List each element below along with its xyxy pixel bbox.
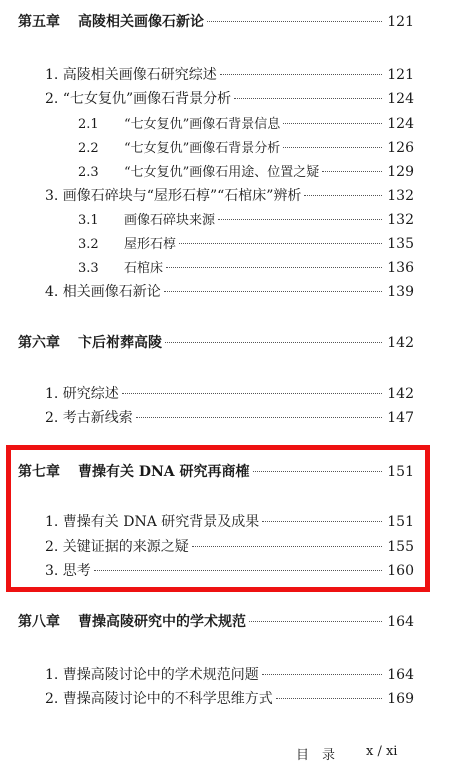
toc-section[interactable] [45, 65, 414, 85]
toc-section[interactable] [45, 408, 414, 428]
page-number: 136 [387, 260, 414, 276]
page-number: 142 [387, 335, 414, 351]
leader-dots [218, 218, 382, 220]
chapter-label: 第七章 [18, 464, 60, 480]
page-number: 155 [387, 539, 414, 555]
toc-section[interactable] [45, 537, 414, 557]
page-number: 121 [387, 67, 414, 83]
leader-dots [164, 290, 382, 292]
page-number: 151 [387, 464, 414, 480]
leader-dots [322, 170, 382, 172]
leader-dots [122, 392, 382, 394]
page-number: 151 [387, 514, 414, 530]
subsection-number: 2.2 [78, 141, 99, 156]
toc-section[interactable] [45, 561, 414, 581]
footer-page-number: x / xi [366, 744, 398, 759]
toc-section[interactable] [45, 689, 414, 709]
toc-subsection[interactable] [78, 138, 414, 158]
leader-dots [234, 97, 382, 99]
leader-dots [304, 194, 382, 196]
footer-section-label: 目 录 [296, 748, 336, 763]
toc-subsection[interactable] [78, 258, 414, 278]
section-title: 1. 高陵相关画像石研究综述 [45, 67, 217, 83]
subsection-title: 屋形石椁 [124, 237, 177, 252]
subsection-number: 2.3 [78, 165, 99, 180]
leader-dots [253, 470, 383, 472]
leader-dots [166, 266, 382, 268]
section-title: 3. 画像石碎块与“屋形石椁”“石棺床”辨析 [45, 188, 302, 204]
chapter-title: 曹操有关 DNA 研究再商榷 [78, 464, 250, 480]
leader-dots [220, 73, 382, 75]
chapter-label: 第八章 [18, 614, 60, 630]
leader-dots [262, 520, 382, 522]
toc-subsection[interactable] [78, 114, 414, 134]
page-number: 126 [387, 140, 414, 156]
leader-dots [165, 341, 382, 343]
subsection-number: 3.3 [78, 261, 99, 276]
page-number: 142 [387, 386, 414, 402]
page-number: 139 [387, 284, 414, 300]
chapter-label: 第五章 [18, 14, 60, 30]
page-number: 169 [387, 691, 414, 707]
leader-dots [262, 673, 382, 675]
page-number: 160 [387, 563, 414, 579]
page-number: 164 [387, 667, 414, 683]
page-number: 132 [387, 188, 414, 204]
section-title: 2. 曹操高陵讨论中的不科学思维方式 [45, 691, 273, 707]
toc-section[interactable] [45, 282, 414, 302]
toc-subsection[interactable] [78, 234, 414, 254]
subsection-title: 画像石碎块来源 [124, 213, 216, 228]
subsection-number: 3.2 [78, 237, 99, 252]
leader-dots [249, 620, 382, 622]
toc-subsection[interactable] [78, 210, 414, 230]
leader-dots [192, 545, 382, 547]
leader-dots [283, 146, 382, 148]
section-title: 1. 曹操高陵讨论中的学术规范问题 [45, 667, 259, 683]
chapter-title: 高陵相关画像石新论 [78, 14, 204, 30]
leader-dots [207, 20, 382, 22]
page-number: 164 [387, 614, 414, 630]
page-number: 124 [387, 91, 414, 107]
subsection-number: 3.1 [78, 213, 99, 228]
toc-section[interactable] [45, 665, 414, 685]
chapter-title: 卞后祔葬高陵 [78, 335, 162, 351]
section-title: 1. 研究综述 [45, 386, 119, 402]
toc-section[interactable] [45, 384, 414, 404]
subsection-title: “七女复仇”画像石背景信息 [124, 117, 281, 132]
subsection-number: 2.1 [78, 117, 99, 132]
toc-chapter-8[interactable] [18, 612, 414, 632]
page-number: 147 [387, 410, 414, 426]
toc-section[interactable] [45, 512, 414, 532]
subsection-title: “七女复仇”画像石用途、位置之疑 [124, 165, 320, 180]
section-title: 2. 考古新线索 [45, 410, 133, 426]
subsection-title: 石棺床 [124, 261, 164, 276]
toc-chapter-6[interactable] [18, 333, 414, 353]
toc-chapter-7[interactable] [18, 462, 414, 482]
page-number: 129 [387, 164, 414, 180]
chapter-title: 曹操高陵研究中的学术规范 [78, 614, 246, 630]
page-number: 135 [387, 236, 414, 252]
leader-dots [136, 416, 382, 418]
toc-section[interactable] [45, 89, 414, 109]
leader-dots [276, 697, 382, 699]
chapter-label: 第六章 [18, 335, 60, 351]
section-title: 3. 思考 [45, 563, 91, 579]
section-title: 4. 相关画像石新论 [45, 284, 161, 300]
page-number: 132 [387, 212, 414, 228]
section-title: 1. 曹操有关 DNA 研究背景及成果 [45, 514, 260, 530]
section-title: 2. 关键证据的来源之疑 [45, 539, 189, 555]
leader-dots [94, 569, 382, 571]
subsection-title: “七女复仇”画像石背景分析 [124, 141, 281, 156]
section-title: 2. “七女复仇”画像石背景分析 [45, 91, 232, 107]
toc-chapter-5[interactable] [18, 12, 414, 32]
toc-section[interactable] [45, 186, 414, 206]
leader-dots [179, 242, 382, 244]
leader-dots [283, 122, 382, 124]
toc-subsection[interactable] [78, 162, 414, 182]
page-number: 124 [387, 116, 414, 132]
page-number: 121 [387, 14, 414, 30]
